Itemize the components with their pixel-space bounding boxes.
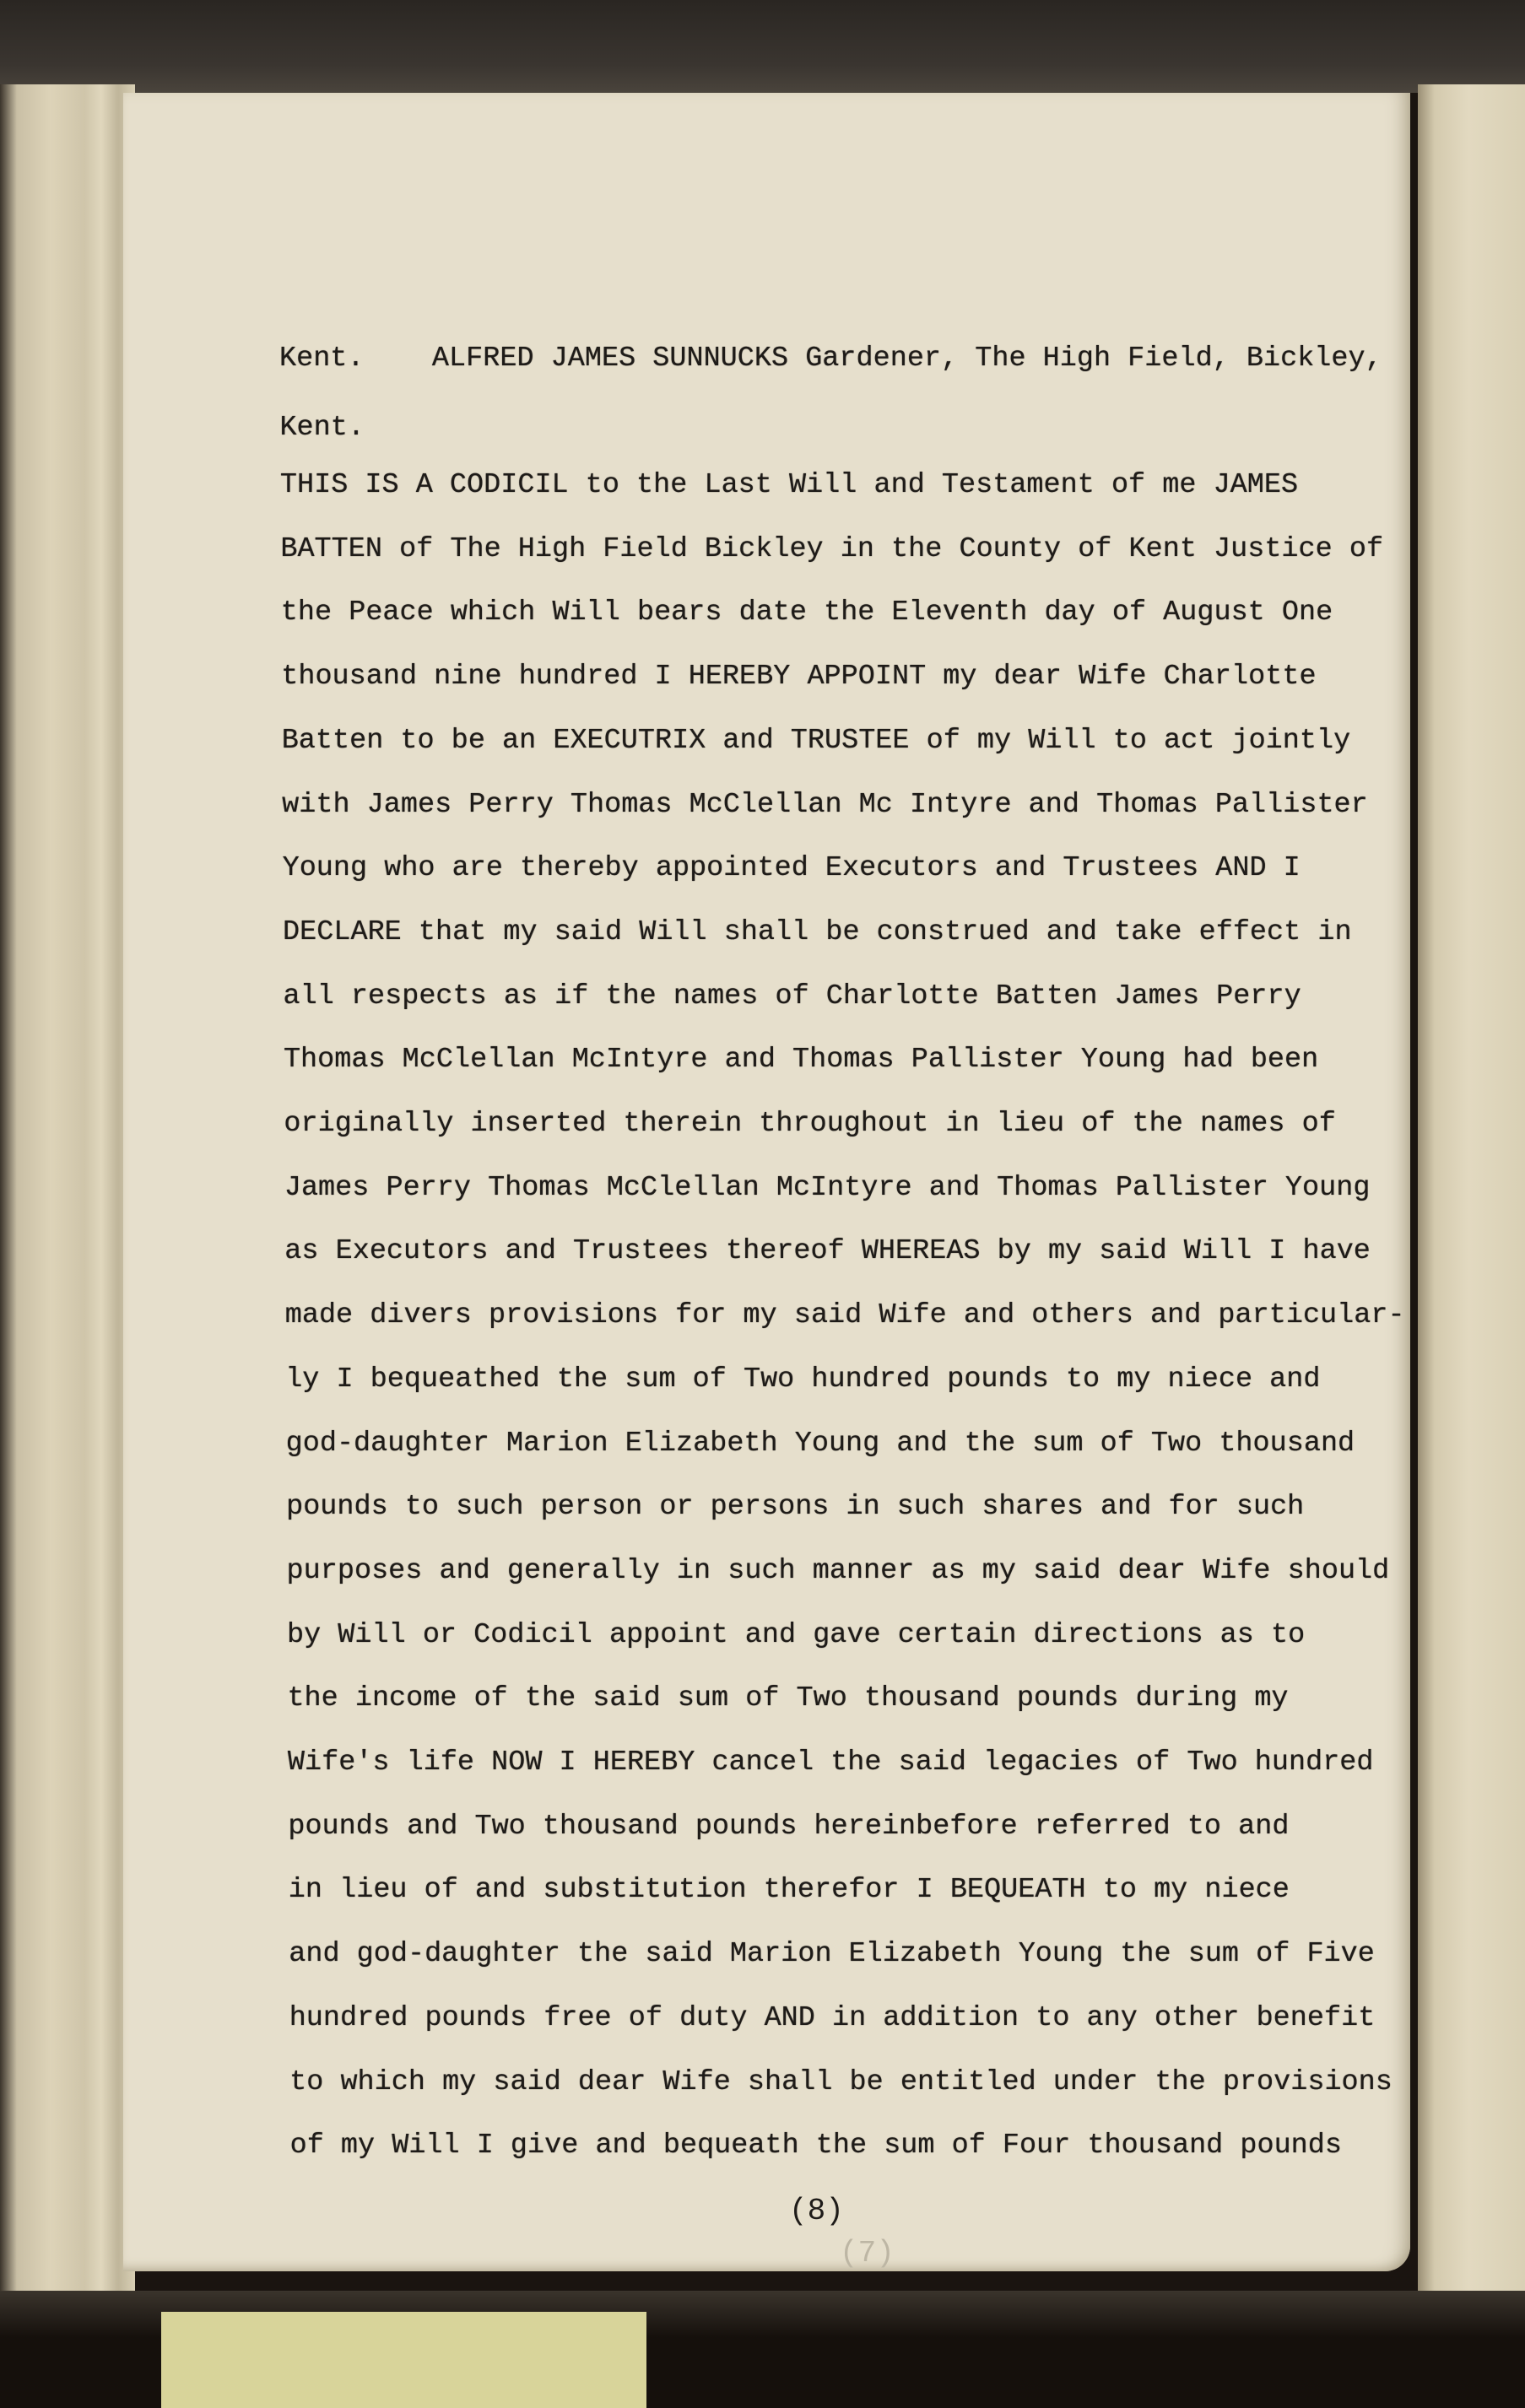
text-line: to which my said dear Wife shall be entitled under the provisions <box>289 2065 1393 2098</box>
text-line: as Executors and Trustees thereof WHEREAS by my said Will I have <box>284 1235 1371 1268</box>
text-line: DECLARE that my said Will shall be construed and take effect in <box>283 915 1352 948</box>
text-line: by Will or Codicil appoint and gave certain directions as to <box>287 1618 1306 1651</box>
text-line: pounds and Two thousand pounds hereinbefore referred to and <box>288 1810 1290 1843</box>
book-cover-top <box>0 0 1525 93</box>
text-line: Thomas McClellan McIntyre and Thomas Pallister Young had been <box>283 1044 1319 1077</box>
text-line: purposes and generally in such manner as my said dear Wife should <box>286 1554 1390 1587</box>
text-line: James Perry Thomas McClellan McIntyre and Thomas Pallister Young <box>284 1171 1371 1204</box>
text-line: THIS IS A CODICIL to the Last Will and Testament of me JAMES <box>279 469 1299 501</box>
text-line: originally inserted therein throughout in lieu of the names of <box>284 1108 1336 1140</box>
bleed-through-page-number: (7) <box>840 2236 895 2270</box>
text-line: the income of the said sum of Two thousand pounds during my <box>287 1682 1289 1715</box>
page-stack-edges <box>0 84 135 2312</box>
facing-page-edge <box>1418 84 1525 2295</box>
text-line: god-daughter Marion Elizabeth Young and the sum of Two thousand <box>285 1427 1355 1460</box>
text-line: Young who are thereby appointed Executors and Trustees AND I <box>282 852 1301 885</box>
text-line: Kent. ALFRED JAMES SUNNUCKS Gardener, The High Field, Bickley, <box>279 343 1382 375</box>
text-line: pounds to such person or persons in such shares and for such <box>286 1491 1305 1524</box>
text-line: ly I bequeathed the sum of Two hundred pounds to my niece and <box>285 1363 1321 1396</box>
text-line: and god-daughter the said Marion Elizabeth Young the sum of Five <box>289 1938 1375 1971</box>
text-line: Kent. <box>279 412 365 444</box>
text-line: thousand nine hundred I HEREBY APPOINT my dear Wife Charlotte <box>281 661 1317 694</box>
text-line: with James Perry Thomas McClellan Mc Intyre and Thomas Pallister <box>282 788 1368 821</box>
text-line: Wife's life NOW I HEREBY cancel the said legacies of Two hundred <box>287 1747 1374 1779</box>
text-line: the Peace which Will bears date the Eleventh day of August One <box>280 597 1333 629</box>
sticky-note <box>161 2312 646 2408</box>
text-line: BATTEN of The High Field Bickley in the County of Kent Justice of <box>280 532 1384 565</box>
text-line: hundred pounds free of duty AND in addition to any other benefit <box>289 2001 1376 2034</box>
text-line: in lieu of and substitution therefor I BEQUEATH to my niece <box>288 1874 1290 1907</box>
text-line: Batten to be an EXECUTRIX and TRUSTEE of my Will to act jointly <box>281 724 1351 757</box>
text-line: of my Will I give and bequeath the sum of Four thousand pounds <box>289 2130 1342 2162</box>
text-line: all respects as if the names of Charlotte Batten James Perry <box>283 980 1301 1012</box>
page-number: (8) <box>789 2194 844 2228</box>
text-line: made divers provisions for my said Wife and others and particular- <box>284 1299 1405 1332</box>
